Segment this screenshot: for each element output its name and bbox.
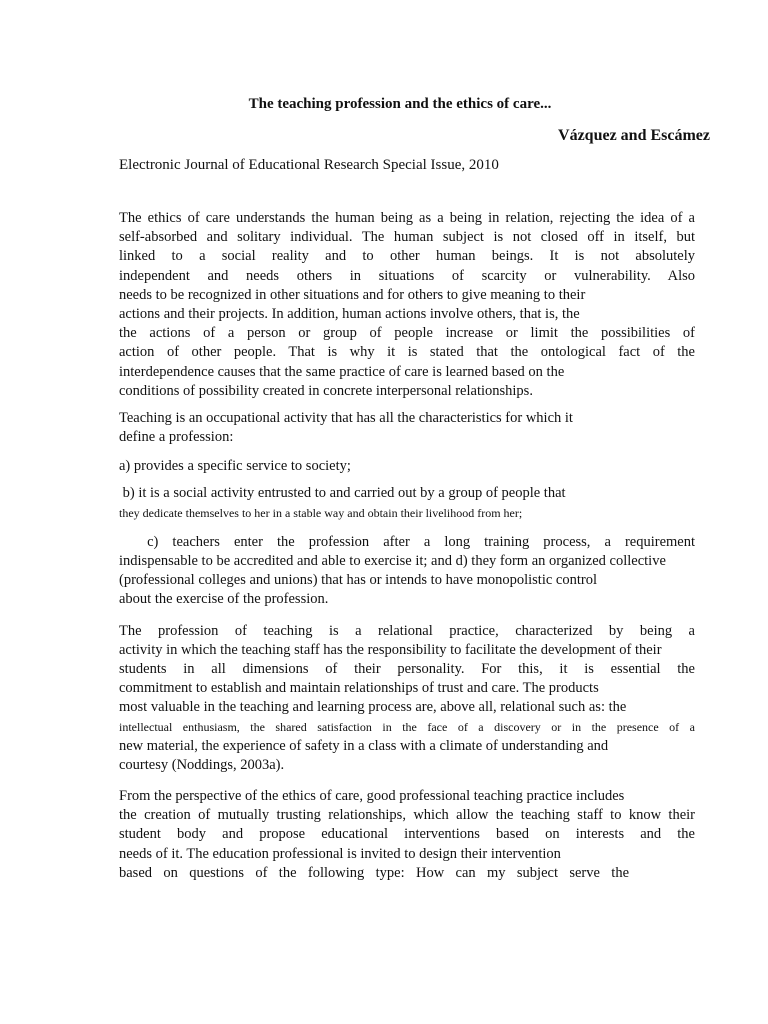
- document-body: [119, 209, 695, 883]
- paragraph-ethics-of-care: [119, 209, 695, 401]
- text-line: they dedicate themselves to her in a stable way and obtain their livelihood from her;: [119, 505, 523, 520]
- authors: Vázquez and Escámez: [558, 127, 710, 144]
- text-line: The profession of teaching is a relational practice, characterized by being a: [119, 622, 695, 639]
- text-line: (professional colleges and unions) that has or intends to have monopolistic control: [119, 572, 597, 589]
- text-line: Teaching is an occupational activity that has all the characteristics for which it: [119, 409, 573, 426]
- text-line: independent and needs others in situations of scarcity or vulnerability. Also: [119, 267, 695, 284]
- text-line: From the perspective of the ethics of care, good professional teaching practice includes: [119, 788, 625, 805]
- text-line: the creation of mutually trusting relationships, which allow the teaching staff to know their: [119, 807, 695, 824]
- list-item-a: [119, 457, 695, 476]
- text-line: b) it is a social activity entrusted to and carried out by a group of people that: [119, 485, 566, 502]
- text-line: c) teachers enter the profession after a long training process, a requirement: [119, 533, 695, 550]
- text-line: student body and propose educational interventions based on interests and the: [119, 826, 695, 843]
- text-line: activity in which the teaching staff has the responsibility to facilitate the development of their: [119, 641, 662, 658]
- text-line: self-absorbed and solitary individual. The human subject is not closed off in itself, but: [119, 229, 695, 246]
- text-line: The ethics of care understands the human being as a being in relation, rejecting the idea of a: [119, 210, 695, 226]
- text-line: about the exercise of the profession.: [119, 591, 329, 608]
- text-line: students in all dimensions of their personality. For this, it is essential the: [119, 660, 695, 677]
- text-line: a) provides a specific service to society;: [119, 458, 351, 475]
- text-line: needs of it. The education professional is invited to design their intervention: [119, 845, 561, 862]
- text-line: conditions of possibility created in concrete interpersonal relationships.: [119, 382, 533, 399]
- text-line: define a profession:: [119, 429, 234, 446]
- text-line: interdependence causes that the same practice of care is learned based on the: [119, 363, 565, 380]
- paragraph-teaching-occupation: [119, 409, 695, 447]
- journal-citation: Electronic Journal of Educational Research Special Issue, 2010: [119, 157, 499, 173]
- text-line: linked to a social reality and to other human beings. It is not absolutely: [119, 248, 695, 265]
- list-item-b: [119, 484, 695, 522]
- text-line: indispensable to be accredited and able to exercise it; and d) they form an organized collective: [119, 553, 666, 569]
- text-line: intellectual enthusiasm, the shared satisfaction in the face of a discovery or in the presence of a: [119, 719, 695, 734]
- text-line: action of other people. That is why it is stated that the ontological fact of the: [119, 344, 695, 361]
- text-line: new material, the experience of safety in a class with a climate of understanding and: [119, 737, 609, 754]
- paragraph-relational-practice: [119, 622, 695, 776]
- text-line: based on questions of the following type: How can my subject serve the: [119, 864, 629, 881]
- paragraph-ethics-practice: [119, 787, 695, 883]
- text-line: actions and their projects. In addition, human actions involve others, that is, the: [119, 305, 580, 322]
- text-line: needs to be recognized in other situations and for others to give meaning to their: [119, 286, 586, 303]
- text-line: commitment to establish and maintain relationships of trust and care. The products: [119, 680, 599, 697]
- text-line: most valuable in the teaching and learning process are, above all, relational such as: the: [119, 699, 627, 716]
- list-item-c-d: [119, 533, 695, 610]
- page-title: The teaching profession and the ethics of care...: [248, 96, 552, 112]
- text-line: courtesy (Noddings, 2003a).: [119, 756, 285, 773]
- text-line: the actions of a person or group of people increase or limit the possibilities of: [119, 325, 695, 342]
